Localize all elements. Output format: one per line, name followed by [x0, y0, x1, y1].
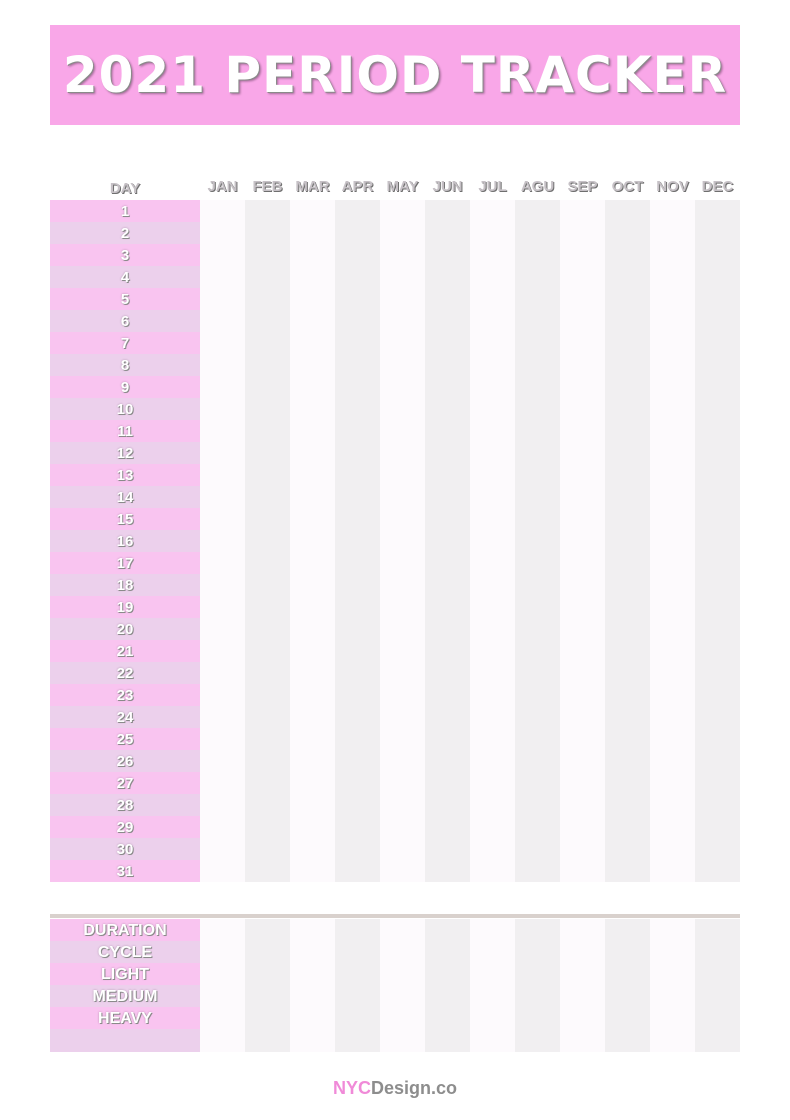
summary-column-jul[interactable] — [470, 919, 515, 1052]
summary-label-heavy: HEAVY — [50, 1007, 200, 1029]
day-label-22: 22 — [50, 662, 200, 684]
month-header-feb: FEB — [252, 178, 283, 195]
month-column-apr[interactable] — [335, 200, 380, 882]
day-label-2: 2 — [50, 222, 200, 244]
summary-column-sep[interactable] — [560, 919, 605, 1052]
day-label-6: 6 — [50, 310, 200, 332]
page-title: 2021 PERIOD TRACKER — [62, 46, 728, 104]
day-label-24: 24 — [50, 706, 200, 728]
day-label-26: 26 — [50, 750, 200, 772]
day-label-15: 15 — [50, 508, 200, 530]
day-label-30: 30 — [50, 838, 200, 860]
day-label-5: 5 — [50, 288, 200, 310]
month-header-nov: NOV — [656, 178, 689, 195]
day-label-18: 18 — [50, 574, 200, 596]
summary-column-jan[interactable] — [200, 919, 245, 1052]
day-label-23: 23 — [50, 684, 200, 706]
month-column-oct[interactable] — [605, 200, 650, 882]
day-label-7: 7 — [50, 332, 200, 354]
day-label-14: 14 — [50, 486, 200, 508]
month-header-jun: JUN — [432, 178, 463, 195]
month-header-may: MAY — [386, 178, 419, 195]
day-label-10: 10 — [50, 398, 200, 420]
month-header-jan: JAN — [207, 178, 238, 195]
summary-label-empty — [50, 1029, 200, 1052]
month-column-jun[interactable] — [425, 200, 470, 882]
day-label-16: 16 — [50, 530, 200, 552]
day-label-29: 29 — [50, 816, 200, 838]
day-label-4: 4 — [50, 266, 200, 288]
summary-column-feb[interactable] — [245, 919, 290, 1052]
month-header-oct: OCT — [611, 178, 644, 195]
summary-column-dec[interactable] — [695, 919, 740, 1052]
summary-column-agu[interactable] — [515, 919, 560, 1052]
section-divider — [50, 914, 740, 918]
month-column-sep[interactable] — [560, 200, 605, 882]
month-header-apr: APR — [341, 178, 374, 195]
day-label-20: 20 — [50, 618, 200, 640]
summary-column-apr[interactable] — [335, 919, 380, 1052]
brand-part-nyc: NYC — [332, 1078, 371, 1098]
brand-part-design: Design.co — [370, 1078, 458, 1098]
month-header-mar: MAR — [295, 178, 330, 195]
month-header-sep: SEP — [567, 178, 598, 195]
month-header-dec: DEC — [701, 178, 734, 195]
month-column-dec[interactable] — [695, 200, 740, 882]
month-column-jan[interactable] — [200, 200, 245, 882]
day-label-12: 12 — [50, 442, 200, 464]
summary-column-may[interactable] — [380, 919, 425, 1052]
day-label-3: 3 — [50, 244, 200, 266]
summary-label-duration: DURATION — [50, 919, 200, 941]
day-label-25: 25 — [50, 728, 200, 750]
summary-label-medium: MEDIUM — [50, 985, 200, 1007]
day-label-8: 8 — [50, 354, 200, 376]
summary-column-nov[interactable] — [650, 919, 695, 1052]
day-label-9: 9 — [50, 376, 200, 398]
title-banner — [50, 25, 740, 125]
month-header-agu: AGU — [520, 178, 555, 195]
day-header: DAY — [109, 180, 141, 197]
month-column-jul[interactable] — [470, 200, 515, 882]
month-column-nov[interactable] — [650, 200, 695, 882]
summary-column-jun[interactable] — [425, 919, 470, 1052]
month-column-mar[interactable] — [290, 200, 335, 882]
summary-label-light: LIGHT — [50, 963, 200, 985]
month-header-jul: JUL — [478, 178, 507, 195]
summary-column-mar[interactable] — [290, 919, 335, 1052]
day-label-28: 28 — [50, 794, 200, 816]
footer-brand — [0, 1078, 790, 1099]
summary-column-oct[interactable] — [605, 919, 650, 1052]
month-column-agu[interactable] — [515, 200, 560, 882]
day-label-21: 21 — [50, 640, 200, 662]
month-column-feb[interactable] — [245, 200, 290, 882]
day-label-17: 17 — [50, 552, 200, 574]
summary-label-cycle: CYCLE — [50, 941, 200, 963]
day-label-13: 13 — [50, 464, 200, 486]
day-label-27: 27 — [50, 772, 200, 794]
day-label-1: 1 — [50, 200, 200, 222]
day-label-19: 19 — [50, 596, 200, 618]
month-column-may[interactable] — [380, 200, 425, 882]
day-label-11: 11 — [50, 420, 200, 442]
day-label-31: 31 — [50, 860, 200, 882]
